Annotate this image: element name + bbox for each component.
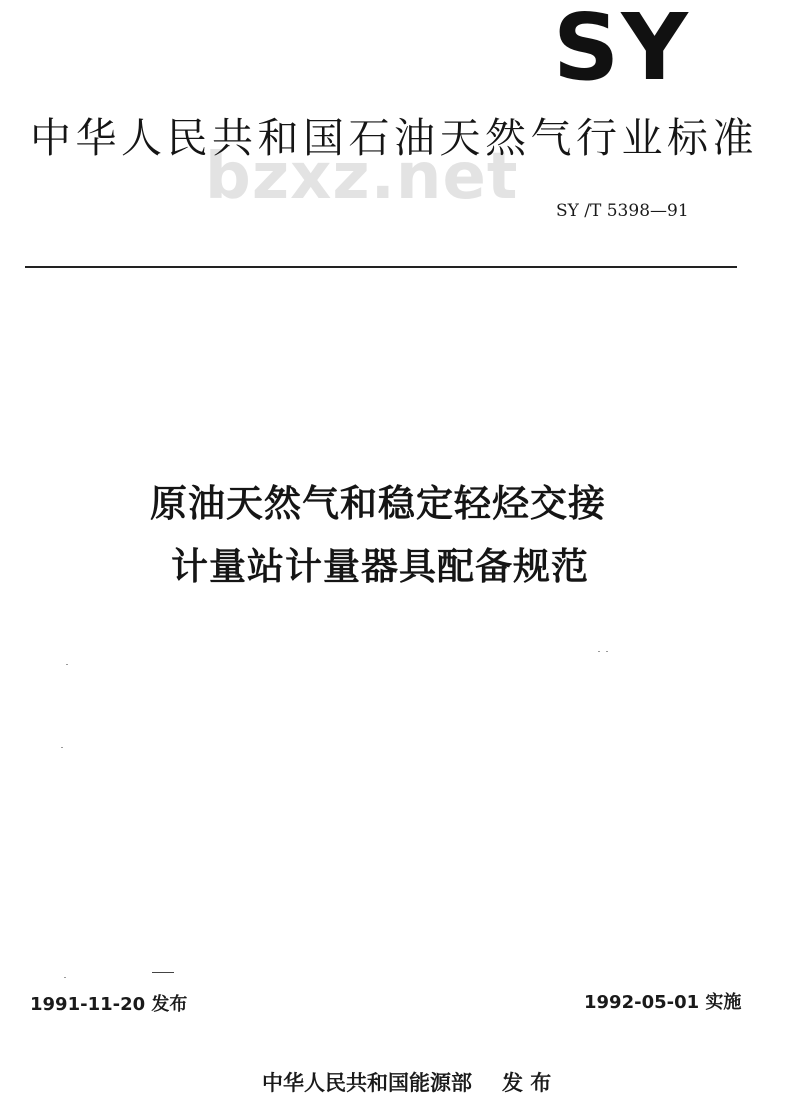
header-divider [25,266,737,268]
sy-logo: SY [553,0,690,101]
issue-date: 1991-11-20 发布 [30,994,188,1015]
effective-date: 1992-05-01 实施 [584,992,742,1013]
scan-speck [64,977,66,978]
issuer-action: 发 布 [502,1071,552,1095]
scan-speck [606,651,608,652]
document-title-line-2: 计量站计量器具配备规范 [171,545,589,588]
document-title-line-1: 原油天然气和稳定轻烃交接 [150,482,606,525]
scan-speck [61,747,63,748]
standard-number: SY /T 5398—91 [556,201,689,221]
standard-category-title: 中华人民共和国石油天然气行业标准 [30,114,758,162]
scan-speck [598,651,600,652]
issuing-authority [262,1073,551,1094]
scan-speck [66,664,68,665]
scan-mark [152,972,174,973]
issuer-name: 中华人民共和国能源部 [262,1071,472,1095]
watermark: bzxz.net [205,140,519,214]
